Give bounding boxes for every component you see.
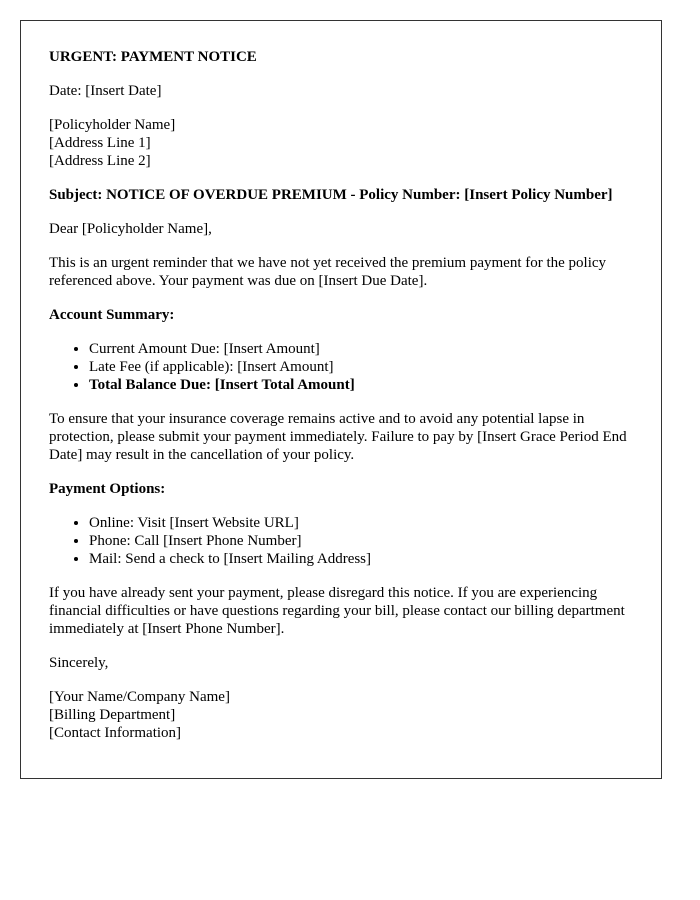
- signature-line: [Contact Information]: [49, 725, 182, 741]
- list-item: • Late Fee (if applicable): [Insert Amount]: [89, 358, 633, 376]
- list-item: • Current Amount Due: [Insert Amount]: [89, 340, 633, 358]
- payment-options-list: [49, 514, 633, 568]
- payment-options-heading: Payment Options:: [49, 481, 166, 497]
- list-item: • Online: Visit [Insert Website URL]: [89, 514, 633, 532]
- salutation: Dear [Policyholder Name],: [49, 221, 212, 237]
- recipient-address: [49, 116, 633, 170]
- warning-paragraph: To ensure that your insurance coverage remains active and to avoid any potential lapse in protection, please submit your payment immediately. Failure to pay by [Insert Grace Period End Date] may result in the cancellation of your policy.: [49, 411, 627, 463]
- account-summary-heading: Account Summary:: [49, 307, 175, 323]
- signature-line: [Your Name/Company Name]: [49, 689, 230, 705]
- signature-block: [49, 688, 633, 742]
- letter-title: URGENT: PAYMENT NOTICE: [49, 49, 257, 65]
- date-line: Date: [Insert Date]: [49, 83, 162, 99]
- list-item: • Phone: Call [Insert Phone Number]: [89, 532, 633, 550]
- signature-line: [Billing Department]: [49, 707, 176, 723]
- address-line: [Address Line 1]: [49, 135, 151, 151]
- signoff: Sincerely,: [49, 655, 109, 671]
- intro-paragraph: This is an urgent reminder that we have not yet received the premium payment for the policy referenced above. Your payment was due on [Insert Due Date].: [49, 255, 607, 289]
- list-item-total: • Total Balance Due: [Insert Total Amount]: [89, 376, 633, 394]
- payment-notice-letter: [20, 20, 662, 779]
- list-item: • Mail: Send a check to [Insert Mailing Address]: [89, 550, 633, 568]
- closing-paragraph: If you have already sent your payment, please disregard this notice. If you are experiencing financial difficulties or have questions regarding your bill, please contact our billing department immediately at [Insert Phone Number].: [49, 585, 625, 637]
- address-line: [Policyholder Name]: [49, 117, 176, 133]
- subject-line: Subject: NOTICE OF OVERDUE PREMIUM - Policy Number: [Insert Policy Number]: [49, 187, 613, 203]
- account-summary-list: [49, 340, 633, 394]
- address-line: [Address Line 2]: [49, 153, 151, 169]
